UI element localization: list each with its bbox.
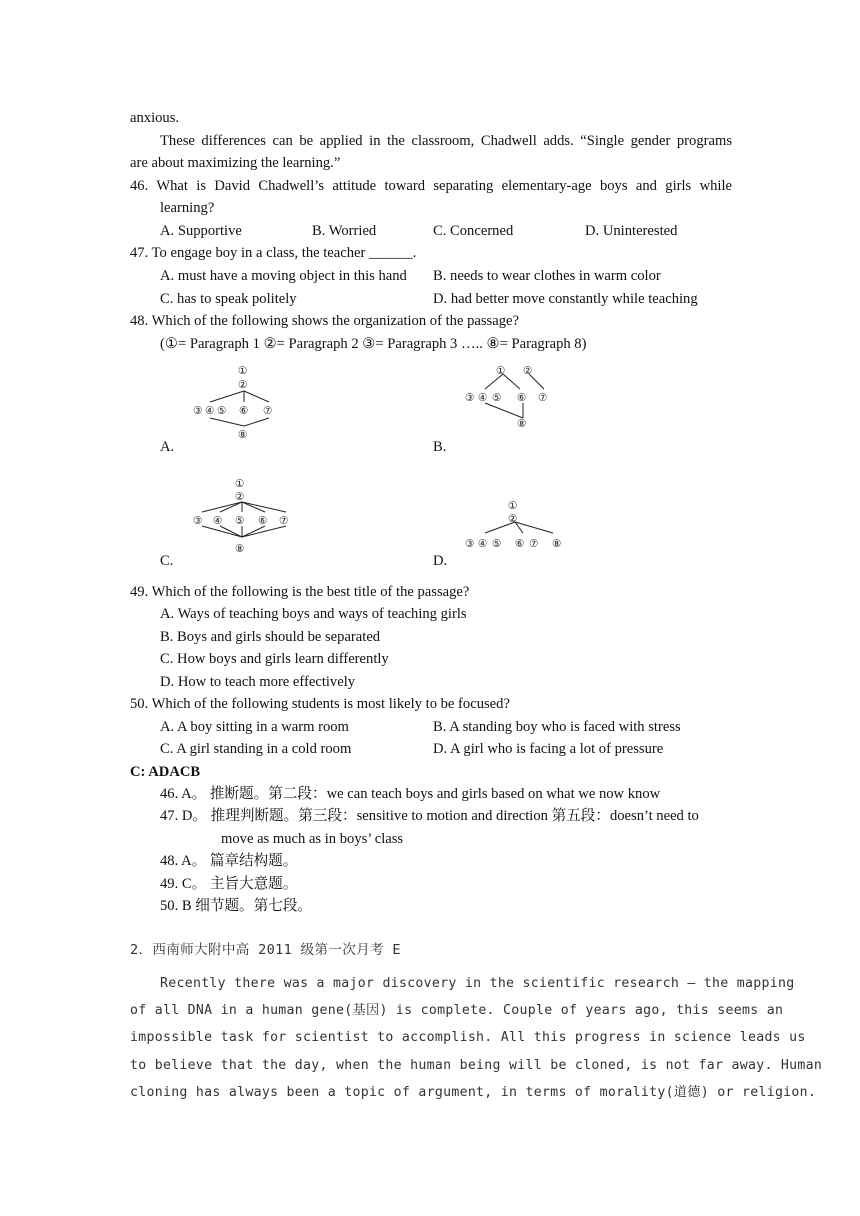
section-2-line: cloning has always been a topic of argument, in terms of morality(道德) or religion. [130,1085,817,1100]
answer-47-cont: move as much as in boys’ class [221,831,404,847]
option-49-c: C. How boys and girls learn differently [160,651,389,667]
node-4: ④ [213,515,223,527]
node-8: ⑧ [517,418,527,430]
option-49-d: D. How to teach more effectively [160,674,356,690]
question-48-legend: (①= Paragraph 1 ②= Paragraph 2 ③= Paragraph 3 ….. ⑧= Paragraph 8) [160,336,587,352]
node-6: ⑥ [258,515,268,527]
question-50-stem: 50. Which of the following students is most likely to be focused? [130,696,510,712]
option-50-c: C. A girl standing in a cold room [160,741,352,757]
diagram-d-label: D. [433,553,448,569]
node-7: ⑦ [529,538,539,550]
diagram-d [460,496,575,554]
section-2-heading: 2．西南师大附中高 2011 级第一次月考 E [130,942,401,958]
node-5: ⑤ [235,515,245,527]
diagram-b [460,360,570,434]
node-7: ⑦ [279,515,289,527]
question-49-stem: 49. Which of the following is the best title of the passage? [130,584,470,600]
passage-line: anxious. [130,110,180,126]
option-46-a: A. Supportive [160,223,242,239]
node-7: ⑦ [538,392,548,404]
node-3: ③ [465,392,475,404]
diagram-a-label: A. [160,439,175,455]
node-8: ⑧ [238,429,248,441]
node-8: ⑧ [235,543,245,555]
passage-line: These differences can be applied in the classroom, Chadwell adds. “Single gender programs [160,133,732,149]
section-2-line: Recently there was a major discovery in the scientific research — the mapping [160,976,795,991]
question-46-stem-cont: learning? [160,200,215,216]
node-6: ⑥ [515,538,525,550]
node-5: ⑤ [492,392,502,404]
option-46-d: D. Uninterested [585,223,678,239]
option-50-b: B. A standing boy who is faced with stress [433,719,681,735]
node-2: ② [235,491,245,503]
node-6: ⑥ [517,392,527,404]
answer-49: 49. C。 主旨大意题。 [160,876,298,892]
option-49-a: A. Ways of teaching boys and ways of teaching girls [160,606,467,622]
node-4: ④ [478,392,488,404]
node-4: ④ [205,405,215,417]
node-4: ④ [478,538,488,550]
answer-48: 48. A。 篇章结构题。 [160,853,298,869]
node-7: ⑦ [263,405,273,417]
question-47-stem: 47. To engage boy in a class, the teacher ______. [130,245,417,261]
answer-key: C: ADACB [130,764,201,780]
option-46-c: C. Concerned [433,223,514,239]
option-49-b: B. Boys and girls should be separated [160,629,381,645]
node-3: ③ [193,405,203,417]
node-2: ② [523,365,533,377]
section-2-line: to believe that the day, when the human being will be cloned, is not far away. Human [130,1058,823,1073]
section-2-line: impossible task for scientist to accomplish. All this progress in science leads us [130,1030,806,1045]
answer-47: 47. D。 推理判断题。第三段：sensitive to motion and direction 第五段：doesn’t need to [160,808,699,824]
option-50-d: D. A girl who is facing a lot of pressure [433,741,664,757]
option-47-c: C. has to speak politely [160,291,297,307]
section-2-line: of all DNA in a human gene(基因) is complete. Couple of years ago, this seems an [130,1003,784,1018]
node-2: ② [508,513,518,525]
diagram-b-label: B. [433,439,447,455]
option-46-b: B. Worried [312,223,377,239]
node-3: ③ [193,515,203,527]
question-48-stem: 48. Which of the following shows the organization of the passage? [130,313,519,329]
option-47-b: B. needs to wear clothes in warm color [433,268,661,284]
node-2: ② [238,379,248,391]
option-47-d: D. had better move constantly while teaching [433,291,698,307]
answer-50: 50. B 细节题。第七段。 [160,898,313,914]
node-5: ⑤ [217,405,227,417]
question-46-stem: 46. What is David Chadwell’s attitude toward separating elementary-age boys and girls while [130,178,732,194]
option-50-a: A. A boy sitting in a warm room [160,719,349,735]
diagram-a [180,360,300,444]
node-3: ③ [465,538,475,550]
node-8: ⑧ [552,538,562,550]
answer-46: 46. A。 推断题。第二段：we can teach boys and girls based on what we now know [160,786,661,802]
node-6: ⑥ [239,405,249,417]
diagram-c-label: C. [160,553,174,569]
node-1: ① [238,365,248,377]
node-5: ⑤ [492,538,502,550]
node-1: ① [235,478,245,490]
diagram-c [180,474,305,556]
node-1: ① [508,500,518,512]
option-47-a: A. must have a moving object in this hand [160,268,407,284]
passage-line: are about maximizing the learning.” [130,155,341,171]
node-1: ① [496,365,506,377]
